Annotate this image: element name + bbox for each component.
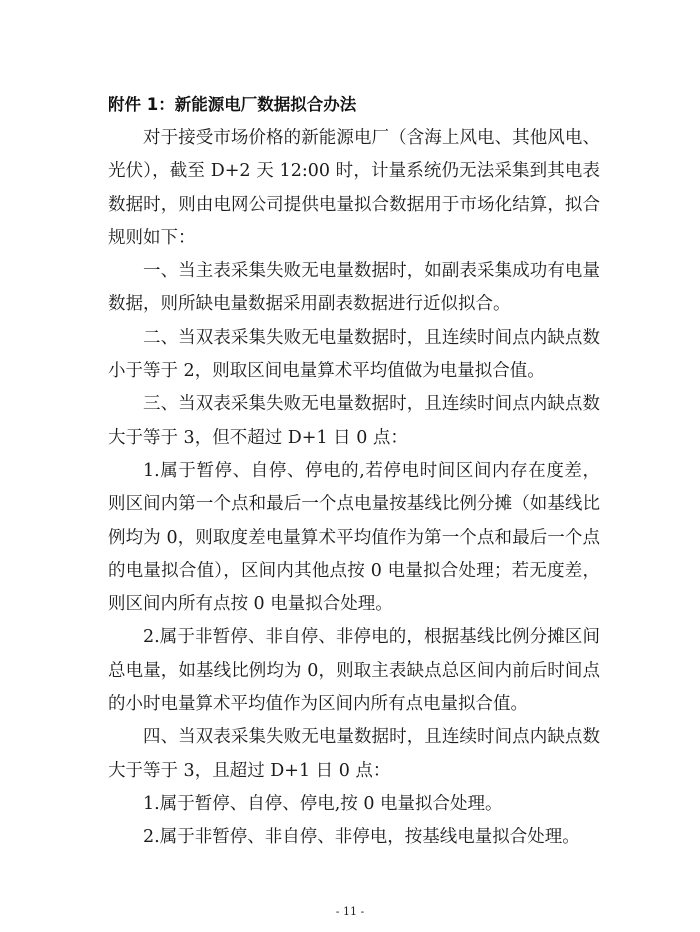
intro-paragraph: 对于接受市场价格的新能源电厂（含海上风电、其他风电、光伏），截至 D+2 天 12:00 时，计量系统仍无法采集到其电表数据时，则由电网公司提供电量拟合数据用于市场化结算，拟合规则如下：: [108, 128, 600, 248]
document-body: [108, 90, 600, 855]
rule-three-item-2: 2.属于非暂停、非自停、非停电的，根据基线比例分摊区间总电量，如基线比例均为 0，则取主表缺点总区间内前后时间点的小时电量算术平均值作为区间内所有点电量拟合值。: [108, 627, 600, 715]
rule-four-paragraph: 四、当双表采集失败无电量数据时，且连续时间点内缺点数大于等于 3，且超过 D+1 日 0 点：: [108, 727, 600, 781]
rule-three-item-1: 1.属于暂停、自停、停电的,若停电时间区间内存在度差，则区间内第一个点和最后一个点电量按基线比例分摊（如基线比例均为 0，则取度差电量算术平均值作为第一个点和最后一个点的电量拟合值），区间内其他点按 0 电量拟合处理；若无度差，则区间内所有点按 0 电量拟合处理。: [108, 460, 600, 615]
rule-three-paragraph: 三、当双表采集失败无电量数据时，且连续时间点内缺点数大于等于 3，但不超过 D+1 日 0 点：: [108, 394, 600, 448]
rule-two-paragraph: 二、当双表采集失败无电量数据时，且连续时间点内缺点数小于等于 2，则取区间电量算术平均值做为电量拟合值。: [108, 327, 600, 382]
rule-four-item-2: 2.属于非暂停、非自停、非停电，按基线电量拟合处理。: [143, 827, 580, 848]
document-heading: 附件 1：新能源电厂数据拟合办法: [108, 95, 357, 114]
rule-four-item-1: 1.属于暂停、自停、停电,按 0 电量拟合处理。: [143, 793, 503, 814]
rule-one-paragraph: 一、当主表采集失败无电量数据时，如副表采集成功有电量数据，则所缺电量数据采用副表数据进行近似拟合。: [108, 261, 600, 315]
page-number: - 11 -: [335, 905, 365, 918]
